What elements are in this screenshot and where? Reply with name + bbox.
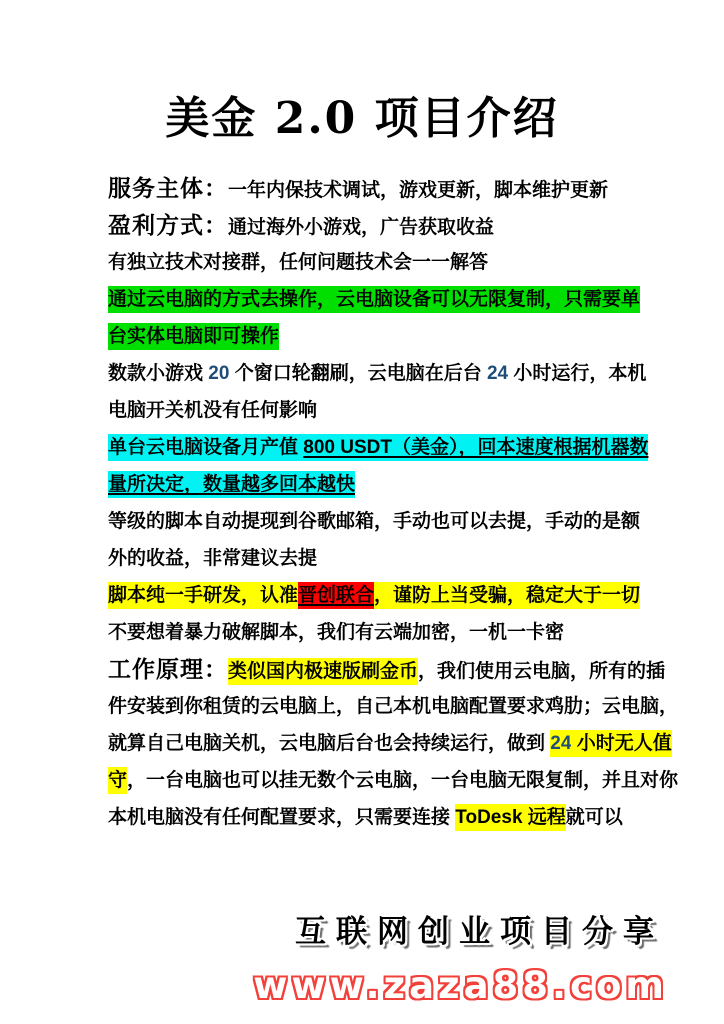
text-segment: 就可以	[565, 807, 623, 828]
text-segment-highlight-yellow: 小时无人值	[571, 730, 671, 757]
text-segment-highlight-yellow: 守	[108, 767, 127, 794]
text-segment-highlight-yellow: ，谨防上当受骗，稳定大于一切	[374, 582, 640, 609]
text-segment-highlight-red: 晋创联合	[298, 582, 374, 609]
text-segment: 本机电脑没有任何配置要求，只需要连接	[108, 807, 456, 828]
text-segment: 小时运行，本机	[508, 363, 647, 384]
text-segment-highlight-yellow: 24	[550, 730, 571, 757]
doc-line	[108, 799, 624, 836]
text-segment-highlight-green: 台实体电脑即可操作	[108, 323, 279, 350]
doc-line	[108, 688, 679, 725]
doc-line	[108, 762, 679, 799]
text-segment-highlight-cyan: 单台云电脑设备月产值	[108, 434, 303, 461]
watermark-text: 互联网创业项目分享	[295, 914, 664, 949]
doc-line	[108, 244, 624, 281]
doc-line	[108, 429, 649, 466]
text-segment: 件安装到你租赁的云电脑上，自己本机电脑配置要求鸡肋；云电脑，	[108, 696, 679, 717]
text-segment: 就算自己电脑关机，云电脑后台也会持续运行，做到	[108, 733, 551, 754]
document-body	[108, 170, 679, 836]
text-segment: 工作原理：	[108, 656, 228, 682]
doc-line	[108, 503, 641, 540]
doc-line	[108, 540, 624, 577]
text-segment-highlight-yellow: 脚本纯一手研发，认准	[108, 582, 298, 609]
text-segment: 等级的脚本自动提现到谷歌邮箱，手动也可以去提，手动的是额	[108, 511, 641, 532]
text-segment: 电脑开关机没有任何影响	[108, 400, 318, 421]
text-segment-highlight-cyan: 800 USDT（美金），回本速度根据机器数	[303, 434, 648, 461]
doc-line	[108, 466, 624, 503]
doc-line	[108, 651, 666, 688]
website-url-text: www.zaza88.com	[253, 964, 668, 1007]
text-segment: ，一台电脑也可以挂无数个云电脑，一台电脑无限复制，并且对你	[127, 770, 679, 791]
text-segment: 通过海外小游戏，广告获取收益	[228, 217, 495, 238]
text-segment: 盈利方式：	[108, 212, 228, 238]
doc-line	[108, 392, 624, 429]
text-segment-highlight-yellow: 类似国内极速版刷金币	[228, 658, 418, 685]
text-segment-number: 20	[208, 363, 230, 384]
text-segment: 个窗口轮翻刷，云电脑在后台	[229, 363, 487, 384]
text-segment: 数款小游戏	[108, 363, 209, 384]
doc-line	[108, 281, 641, 318]
doc-line	[108, 614, 624, 651]
text-segment-highlight-green: 通过云电脑的方式去操作，云电脑设备可以无限复制，只需要单	[108, 286, 640, 313]
doc-line	[108, 355, 647, 392]
text-segment-highlight-yellow: ToDesk 远程	[455, 804, 566, 831]
text-segment-number: 24	[486, 363, 509, 384]
text-segment: 有独立技术对接群，任何问题技术会一一解答	[108, 252, 489, 273]
doc-line	[108, 318, 624, 355]
text-segment: ，我们使用云电脑，所有的插	[418, 661, 666, 682]
text-segment: 不要想着暴力破解脚本，我们有云端加密，一机一卡密	[108, 622, 565, 643]
text-segment: 一年内保技术调试，游戏更新，脚本维护更新	[228, 180, 609, 201]
text-segment-highlight-cyan: 量所决定，数量越多回本越快	[108, 471, 355, 498]
doc-line	[108, 577, 641, 614]
doc-line	[108, 170, 624, 207]
doc-line	[108, 207, 624, 244]
text-segment: 服务主体：	[108, 175, 228, 201]
text-segment: 外的收益，非常建议去提	[108, 548, 318, 569]
page-title: 美金 2.0 项目介绍	[165, 93, 559, 144]
doc-line	[108, 725, 672, 762]
